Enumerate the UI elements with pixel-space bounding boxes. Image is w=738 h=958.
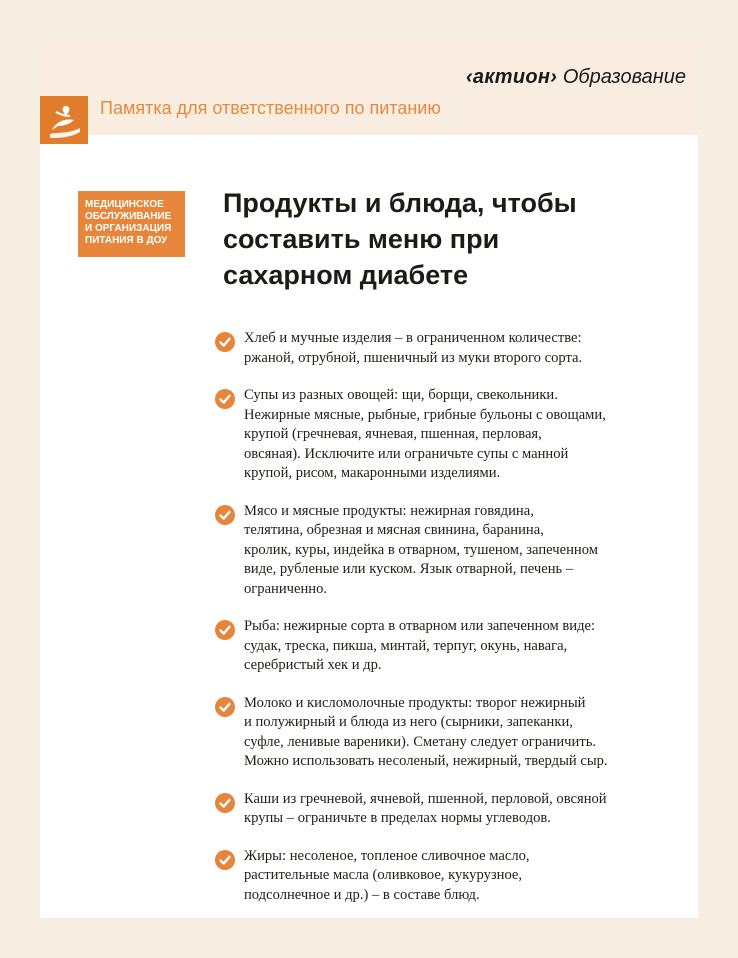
brand-name-strong: ‹актион›: [465, 66, 558, 88]
list-item-line: ограниченно.: [244, 580, 328, 597]
check-circle-icon: [215, 697, 235, 717]
check-circle-icon: [215, 850, 235, 870]
list-item-line: виде, рубленые или куском. Язык отварной, печень –: [244, 561, 574, 577]
list-item-line: крупой (гречневая, ячневая, пшенная, перловая,: [244, 426, 542, 442]
list-item: [215, 790, 685, 829]
category-badge: [78, 191, 185, 257]
document-sheet: [40, 40, 698, 918]
brand-name-light: Образование: [562, 66, 686, 88]
list-item-line: подсолнечное и др.) – в составе блюд.: [244, 886, 480, 903]
list-item-line: крупой, рисом, макаронными изделиями.: [244, 465, 501, 481]
check-circle-icon: [215, 505, 235, 525]
check-circle-icon: [215, 332, 235, 352]
list-item: [215, 329, 685, 368]
category-line: МЕДИЦИНСКОЕ: [85, 199, 164, 210]
food-list: [215, 329, 685, 923]
page-title-line: сахарном диабете: [223, 260, 469, 290]
list-item-line: суфле, ленивые вареники). Сметану следует ограничить.: [244, 733, 597, 750]
list-item-line: Жиры: несоленое, топленое сливочное масло,: [244, 847, 530, 864]
list-item-line: кролик, куры, индейка в отварном, тушеном, запеченном: [244, 541, 598, 558]
list-item-line: крупы – ограничьте в пределах нормы углеводов.: [244, 810, 551, 826]
page-title-line: Продукты и блюда, чтобы: [223, 188, 577, 218]
list-item-line: ржаной, отрубной, пшеничный из муки второго сорта.: [244, 349, 583, 366]
list-item-line: серебристый хек и др.: [244, 657, 382, 673]
list-item-line: растительные масла (оливковое, кукурузное,: [244, 867, 523, 883]
list-item: [215, 694, 685, 772]
page-title-line: составить меню при: [223, 224, 500, 254]
list-item: [215, 502, 685, 600]
list-item-line: Можно использовать несоленый, нежирный, твердый сыр.: [244, 753, 608, 769]
category-line: ПИТАНИЯ В ДОУ: [85, 235, 168, 246]
list-item-line: и полужирный и блюда из него (сырники, запеканки,: [244, 714, 573, 730]
list-item-line: судак, треска, пикша, минтай, терпуг, окунь, навага,: [244, 637, 568, 654]
list-item-line: Каши из гречневой, ячневой, пшенной, перловой, овсяной: [244, 790, 607, 807]
list-item: [215, 386, 685, 484]
category-line: И ОРГАНИЗАЦИЯ: [85, 223, 172, 234]
check-circle-icon: [215, 620, 235, 640]
list-item-line: Нежирные мясные, рыбные, грибные бульоны с овощами,: [244, 406, 606, 423]
list-item-line: Супы из разных овощей: щи, борщи, свекольники.: [244, 387, 558, 403]
list-item-line: Мясо и мясные продукты: нежирная говядина,: [244, 502, 534, 519]
check-circle-icon: [215, 389, 235, 409]
brand-logo: [466, 66, 686, 89]
list-item-line: овсяная). Исключите или ограничьте супы с манной: [244, 445, 569, 462]
list-item-line: телятина, обрезная и мясная свинина, баранина,: [244, 522, 544, 538]
list-item-line: Хлеб и мучные изделия – в ограниченном количестве:: [244, 330, 582, 346]
list-item: [215, 847, 685, 906]
list-item-line: Молоко и кисломолочные продукты: творог нежирный: [244, 694, 586, 711]
page-title: [223, 185, 663, 293]
category-line: ОБСЛУЖИВАНИЕ: [85, 211, 172, 222]
list-item: [215, 617, 685, 676]
memo-title: Памятка для ответственного по питанию: [100, 98, 441, 118]
check-circle-icon: [215, 793, 235, 813]
hands-heart-icon: [40, 96, 88, 144]
list-item-line: Рыба: нежирные сорта в отварном или запеченном виде:: [244, 618, 596, 634]
header-band: [40, 40, 698, 135]
